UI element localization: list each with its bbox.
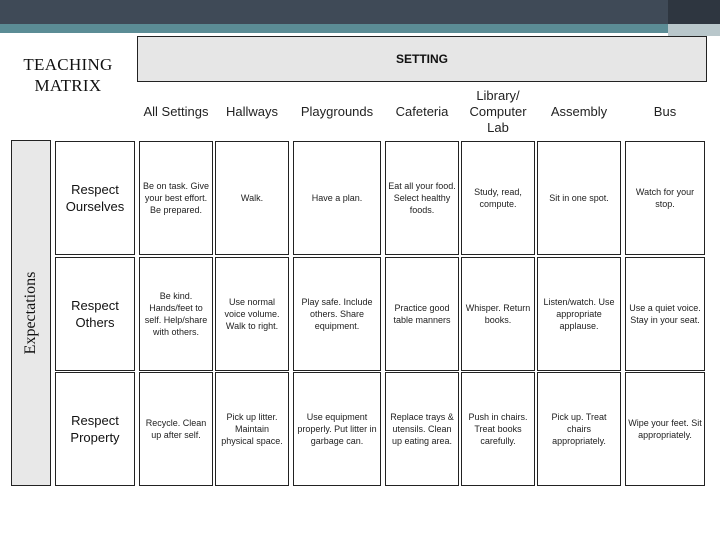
cell-text: Have a plan. — [311, 193, 363, 203]
cell-property-playgrounds — [293, 372, 381, 486]
expectations-label: Expectations — [22, 271, 39, 355]
column-header-library: Library/ Computer Lab — [469, 88, 527, 135]
top-banner-corner — [668, 0, 720, 24]
column-header-playgrounds: Playgrounds — [300, 104, 374, 119]
cell-text: Eat all your food. Select healthy foods. — [388, 181, 456, 215]
cell-ourselves-assembly — [537, 141, 621, 255]
cell-text: Use a quiet voice. Stay in your seat. — [629, 303, 701, 325]
page-title: TEACHING MATRIX — [23, 55, 113, 95]
cell-others-hallways — [215, 257, 289, 371]
cell-ourselves-bus — [625, 141, 705, 255]
row-label-respect-property — [55, 372, 135, 486]
cell-text: Recycle. Clean up after self. — [145, 418, 207, 440]
cell-others-cafeteria — [385, 257, 459, 371]
cell-ourselves-all-settings — [139, 141, 213, 255]
cell-others-library — [461, 257, 535, 371]
column-header-hallways: Hallways — [225, 104, 278, 119]
cell-text: Be kind. Hands/feet to self. Help/share with others. — [144, 291, 208, 337]
row-label-text: Respect Ourselves — [65, 182, 125, 214]
cell-ourselves-playgrounds — [293, 141, 381, 255]
cell-property-bus — [625, 372, 705, 486]
cell-property-hallways — [215, 372, 289, 486]
cell-text: Whisper. Return books. — [465, 303, 531, 325]
row-label-respect-ourselves — [55, 141, 135, 255]
cell-others-assembly — [537, 257, 621, 371]
top-banner-corner-light — [668, 24, 720, 36]
cell-text: Walk. — [240, 193, 264, 203]
setting-header — [137, 36, 707, 82]
cell-text: Be on task. Give your best effort. Be prepared. — [142, 181, 210, 215]
column-header-assembly: Assembly — [550, 104, 608, 119]
cell-text: Wipe your feet. Sit appropriately. — [628, 418, 702, 440]
cell-text: Sit in one spot. — [549, 193, 609, 203]
cell-text: Use normal voice volume. Walk to right. — [224, 297, 280, 331]
top-banner-accent — [0, 24, 720, 33]
cell-text: Practice good table manners — [393, 303, 451, 325]
cell-text: Study, read, compute. — [474, 187, 522, 209]
column-header-cafeteria: Cafeteria — [395, 104, 449, 119]
row-label-text: Respect Property — [70, 413, 120, 445]
cell-others-playgrounds — [293, 257, 381, 371]
top-banner — [0, 0, 720, 24]
cell-text: Replace trays & utensils. Clean up eating area. — [390, 412, 454, 446]
cell-text: Push in chairs. Treat books carefully. — [468, 412, 528, 446]
cell-property-library — [461, 372, 535, 486]
cell-property-all-settings — [139, 372, 213, 486]
cell-property-assembly — [537, 372, 621, 486]
column-header-bus: Bus — [653, 104, 677, 119]
cell-text: Watch for your stop. — [635, 187, 695, 209]
cell-ourselves-library — [461, 141, 535, 255]
cell-others-all-settings — [139, 257, 213, 371]
cell-text: Pick up. Treat chairs appropriately. — [551, 412, 607, 446]
cell-text: Play safe. Include others. Share equipment. — [301, 297, 373, 331]
cell-others-bus — [625, 257, 705, 371]
cell-text: Pick up litter. Maintain physical space. — [221, 412, 283, 446]
setting-label: SETTING — [395, 52, 448, 66]
cell-ourselves-hallways — [215, 141, 289, 255]
row-label-text: Respect Others — [71, 298, 119, 330]
cell-ourselves-cafeteria — [385, 141, 459, 255]
column-header-all-settings: All Settings — [143, 104, 209, 119]
row-label-respect-others — [55, 257, 135, 371]
cell-text: Use equipment properly. Put litter in garbage can. — [297, 412, 377, 446]
cell-property-cafeteria — [385, 372, 459, 486]
cell-text: Listen/watch. Use appropriate applause. — [543, 297, 615, 331]
